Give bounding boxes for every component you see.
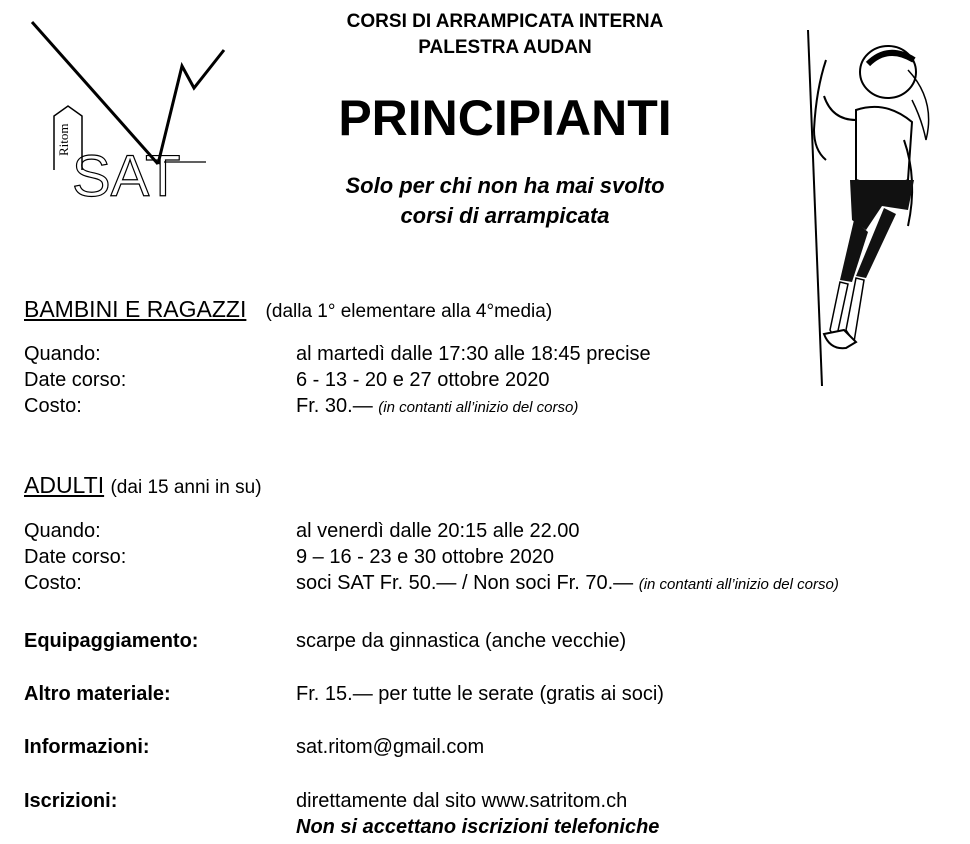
signup-note-row [24,814,964,840]
info-row [24,734,964,760]
adults-dates-row [24,544,964,570]
equipment-value: scarpe da ginnastica (anche vecchie) [296,630,627,652]
kids-cost-row [24,393,964,419]
climber-illustration-icon [796,30,946,386]
adults-age-note: (dai 15 anni in su) [110,477,262,498]
kids-age-note: (dalla 1° elementare alla 4°media) [265,301,553,322]
adults-cost-value: soci SAT Fr. 50.— / Non soci Fr. 70.— [296,572,634,594]
signup-note: Non si accettano iscrizioni telefoniche [296,816,660,838]
gym-name: PALESTRA AUDAN [418,37,592,58]
kids-cost-value-group [296,393,578,421]
kids-dates-row [24,367,964,393]
adults-cost-label: Costo: [24,572,82,594]
adults-dates-value: 9 – 16 - 23 e 30 ottobre 2020 [296,546,554,568]
kids-cost-value: Fr. 30.— [296,395,373,417]
signup-label: Iscrizioni: [24,790,118,812]
sat-ritom-logo-icon [26,14,236,204]
adults-when-row [24,518,964,544]
course-type-heading: CORSI DI ARRAMPICATA INTERNA [346,11,664,32]
kids-section-heading [24,296,552,323]
material-row [24,681,964,707]
subtitle-line-2: corsi di arrampicata [400,203,610,228]
adults-cost-note: (in contanti all’inizio del corso) [638,576,839,593]
adults-dates-label: Date corso: [24,546,127,568]
adults-when-value: al venerdì dalle 20:15 alle 22.00 [296,520,580,542]
subtitle-line-1: Solo per chi non ha mai svolto [345,173,665,198]
kids-when-value: al martedì dalle 17:30 alle 18:45 precise [296,343,651,365]
kids-cost-note: (in contanti all’inizio del corso) [378,399,579,416]
info-label: Informazioni: [24,736,150,758]
adults-section-heading [24,472,262,499]
kids-dates-label: Date corso: [24,369,127,391]
kids-heading: BAMBINI E RAGAZZI [24,296,247,322]
equipment-label: Equipaggiamento: [24,630,199,652]
page-title: PRINCIPIANTI [338,90,672,146]
kids-dates-value: 6 - 13 - 20 e 27 ottobre 2020 [296,369,550,391]
material-label: Altro materiale: [24,683,171,705]
adults-cost-row [24,570,964,596]
svg-text:Ritom: Ritom [56,123,71,156]
info-email: sat.ritom@gmail.com [296,736,485,758]
adults-when-label: Quando: [24,520,101,542]
adults-heading: ADULTI [24,472,105,498]
signup-row [24,788,964,814]
kids-when-row [24,341,964,367]
kids-cost-label: Costo: [24,395,82,417]
kids-when-label: Quando: [24,343,101,365]
adults-cost-value-group [296,570,839,598]
material-value: Fr. 15.— per tutte le serate (gratis ai soci) [296,683,664,705]
svg-text:SAT: SAT [72,144,181,204]
equipment-row [24,628,964,654]
signup-value: direttamente dal sito www.satritom.ch [296,790,628,812]
